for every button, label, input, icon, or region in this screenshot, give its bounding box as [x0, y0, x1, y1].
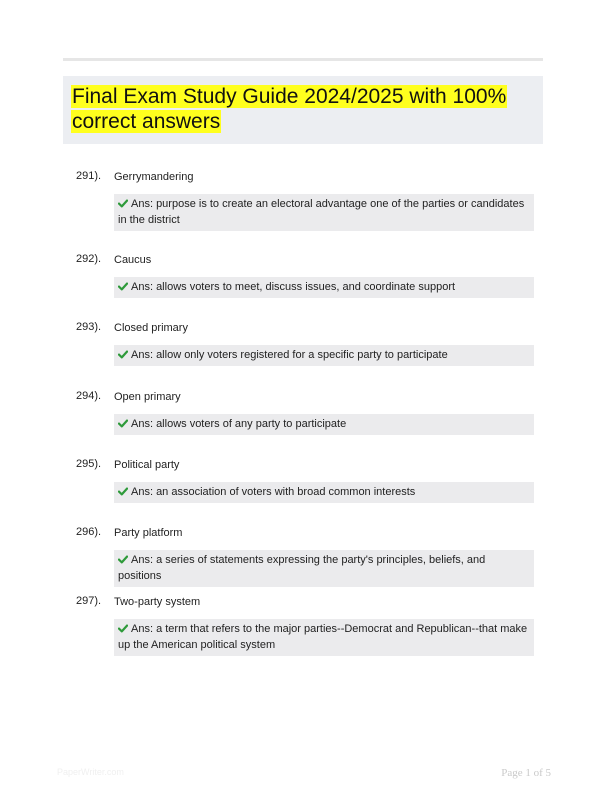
check-icon: [118, 555, 128, 564]
question-number: 296).: [76, 526, 102, 538]
question-term: Two-party system: [114, 596, 201, 608]
answer-box: [114, 414, 534, 435]
question-term: Open primary: [114, 391, 181, 403]
footer-watermark: PaperWriter.com: [57, 767, 124, 777]
title-banner: [63, 76, 543, 144]
question-number: 291).: [76, 170, 102, 182]
answer-text: Ans: allows voters of any party to participate: [131, 418, 347, 430]
question-number: 292).: [76, 253, 102, 265]
answer-box: [114, 550, 534, 587]
answer-text: Ans: allow only voters registered for a specific party to participate: [131, 349, 448, 361]
question-number: 295).: [76, 458, 102, 470]
question-number: 293).: [76, 321, 102, 333]
answer-box: [114, 482, 534, 503]
question-term: Gerrymandering: [114, 171, 194, 183]
question-term: Caucus: [114, 254, 152, 266]
question-term: Party platform: [114, 527, 183, 539]
answer-box: [114, 277, 534, 298]
answer-text: Ans: a series of statements expressing the party's principles, beliefs, and positions: [118, 554, 486, 582]
top-divider: [63, 58, 543, 61]
answer-text: Ans: an association of voters with broad common interests: [131, 486, 416, 498]
answer-box: [114, 194, 534, 231]
answer-text: Ans: allows voters to meet, discuss issues, and coordinate support: [131, 281, 456, 293]
check-icon: [118, 199, 128, 208]
question-term: Political party: [114, 459, 180, 471]
question-term: Closed primary: [114, 322, 188, 334]
answer-box: [114, 619, 534, 656]
answer-text: Ans: purpose is to create an electoral advantage one of the parties or candidates in the district: [118, 198, 525, 226]
page-number: Page 1 of 5: [501, 767, 551, 779]
check-icon: [118, 419, 128, 428]
check-icon: [118, 350, 128, 359]
check-icon: [118, 487, 128, 496]
check-icon: [118, 624, 128, 633]
question-number: 297).: [76, 595, 102, 607]
page-title: Final Exam Study Guide 2024/2025 with 100% correct answers: [72, 85, 507, 133]
answer-box: [114, 345, 534, 366]
check-icon: [118, 282, 128, 291]
question-number: 294).: [76, 390, 102, 402]
answer-text: Ans: a term that refers to the major parties--Democrat and Republican--that make up the American political system: [118, 623, 528, 651]
